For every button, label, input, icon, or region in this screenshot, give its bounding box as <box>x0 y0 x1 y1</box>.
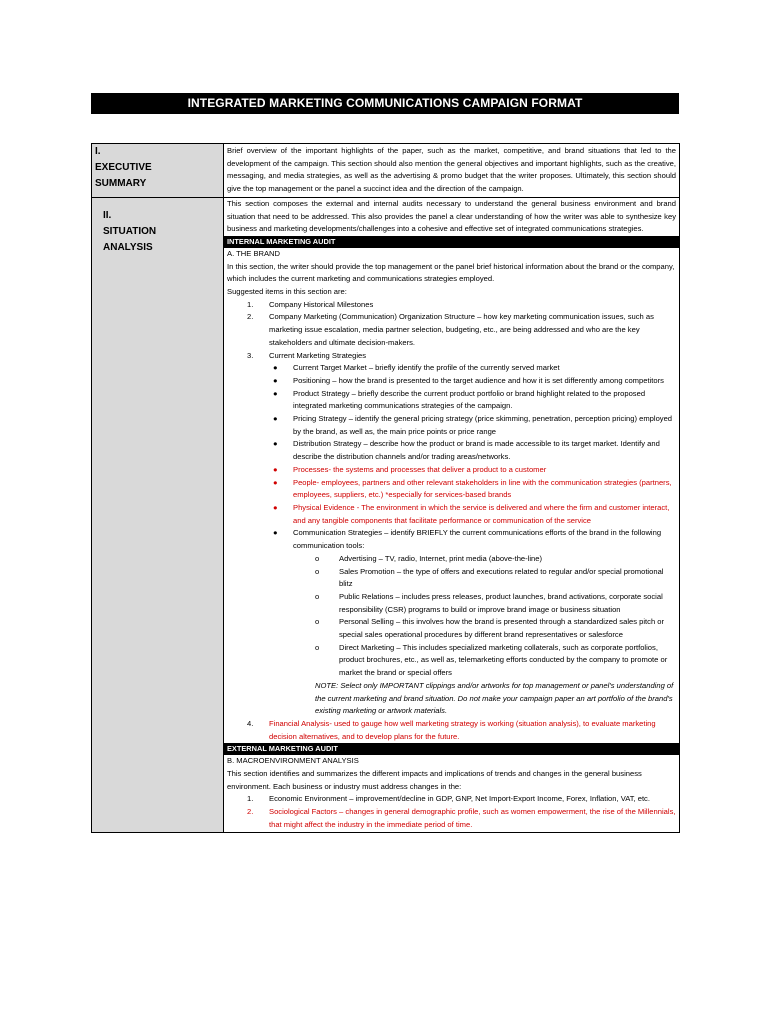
bullet-item <box>227 413 676 438</box>
bullet-dot-icon: ● <box>273 363 278 373</box>
bullet-dot-icon: ● <box>273 528 278 538</box>
circle-o-icon: o <box>315 642 320 652</box>
list-item <box>227 311 676 349</box>
bullet-item <box>227 388 676 413</box>
bullet-dot-icon: ● <box>273 439 278 449</box>
list-number: 4. <box>247 718 254 728</box>
list-number: 2. <box>247 807 254 817</box>
internal-audit-header: INTERNAL MARKETING AUDIT <box>224 236 679 248</box>
bullet-text: Pricing Strategy – identify the general pricing strategy (price skimming, penetration, perception pricing) employed by the brand, as well as, the main price points or price range <box>293 414 673 436</box>
macro-heading: B. MACROENVIRONMENT ANALYSIS <box>227 756 359 766</box>
list-item-text: Current Marketing Strategies <box>269 350 367 360</box>
list-item <box>227 718 676 743</box>
executive-summary-text: Brief overview of the important highlights of the paper, such as the market, competitive, and brand situations that led to the development of the campaign. This section should also mention the general objectives and important highlights, such as the creative, messaging, and media strategies, as well as the advertising & promo budget that the writer proposes. Ultimately, this section should give the top management or the panel a succinct idea and the direction of the campaign. <box>224 144 680 198</box>
bullet-dot-icon: ● <box>273 414 278 424</box>
bullet-dot-icon: ● <box>273 375 278 385</box>
bullet-item <box>227 527 676 552</box>
list-item <box>227 350 676 363</box>
document-title: INTEGRATED MARKETING COMMUNICATIONS CAMPAIGN FORMAT <box>91 93 679 114</box>
artwork-note: NOTE: Select only IMPORTANT clippings and/or artworks for top management or panel's understanding of the current marketing and brand situation. Do not make your campaign paper an art portfolio of the brand's existing marketing or artwork materials. <box>315 680 674 716</box>
section-number: I. <box>95 146 101 157</box>
bullet-text: Physical Evidence - The environment in which the service is delivered and where the firm and customer interact, and any tangible components that facilitate performance or communication of the service <box>293 502 670 525</box>
sub-bullet-item <box>227 591 676 616</box>
situation-analysis-content <box>224 197 680 832</box>
list-item <box>227 806 676 831</box>
bullet-dot-icon: ● <box>273 477 278 487</box>
circle-o-icon: o <box>315 566 320 576</box>
bullet-text: Communication Strategies – identify BRIEFLY the current communications efforts of the brand in the following communication tools: <box>293 528 662 551</box>
bullet-text: Distribution Strategy – describe how the product or brand is made accessible to its target market. Identify and describe the distribution channels and/or trading areas/networks. <box>293 439 660 462</box>
list-item-text: Financial Analysis- used to gauge how well marketing strategy is working (situation analysis), to evaluate marketing decision alternatives, and to develop plans for the future. <box>269 718 656 741</box>
bullet-text: Product Strategy – briefly describe the current product portfolio or brand highlight related to the proposed integrated marketing communications strategies of the campaign. <box>293 388 646 411</box>
brand-heading: A. THE BRAND <box>227 248 281 258</box>
sub-bullet-item <box>227 553 676 566</box>
bullet-item <box>227 375 676 388</box>
bullet-item <box>227 502 676 527</box>
bullet-text: Positioning – how the brand is presented to the target audience and how it is set differently among competitors <box>293 375 664 385</box>
external-audit-header: EXTERNAL MARKETING AUDIT <box>224 743 679 755</box>
section-title-line2: ANALYSIS <box>103 241 153 253</box>
list-item-text: Sociological Factors – changes in general demographic profile, such as women empowerment, the rise of the Millennials, that might affect the industry in the immediate period of time. <box>269 807 676 829</box>
list-item-text: Company Historical Milestones <box>269 299 374 309</box>
sub-bullet-text: Advertising – TV, radio, Internet, print media (above-the-line) <box>339 553 543 563</box>
bullet-item <box>227 438 676 463</box>
list-item-text: Company Marketing (Communication) Organization Structure – how key marketing communication issues, such as marketing issue escalation, media partner selection, budgeting, etc., are being addressed and who are the key stakeholders and ultimate decision-makers. <box>269 312 654 347</box>
executive-summary-row <box>92 144 680 198</box>
bullet-text: Current Target Market – briefly identify the profile of the currently served market <box>293 363 560 373</box>
situation-analysis-row <box>92 197 680 832</box>
list-number: 2. <box>247 312 254 322</box>
sub-bullet-item <box>227 616 676 641</box>
section-title-line1: EXECUTIVE <box>95 162 152 173</box>
suggested-items-label: Suggested items in this section are: <box>227 287 347 297</box>
sub-bullet-text: Direct Marketing – This includes specialized marketing collaterals, such as corporate portfolios, product brochures, etc., as well as, telemarketing efforts conducted by the company to promote or market the brand or special offers <box>339 642 668 678</box>
bullet-item <box>227 464 676 477</box>
list-item <box>227 793 676 806</box>
bullet-dot-icon: ● <box>273 464 278 474</box>
list-item <box>227 299 676 312</box>
bullet-text: Processes- the systems and processes that deliver a product to a customer <box>293 464 547 474</box>
section-title-line2: SUMMARY <box>95 178 147 189</box>
situation-analysis-label <box>92 197 224 832</box>
section-number: II. <box>103 209 112 221</box>
macro-text: This section identifies and summarizes the different impacts and implications of trends and changes in the general business environment. Each business or industry must address changes in the: <box>227 769 642 791</box>
list-number: 3. <box>247 350 254 360</box>
circle-o-icon: o <box>315 553 320 563</box>
sub-bullet-text: Sales Promotion – the type of offers and executions related to regular and/or special promotional blitz <box>339 566 664 589</box>
bullet-item <box>227 362 676 375</box>
sub-bullet-text: Personal Selling – this involves how the brand is presented through a standardized sales pitch or special sales operational procedures by different brand representatives or salesforce <box>339 617 665 640</box>
list-number: 1. <box>247 794 254 804</box>
campaign-format-table <box>91 143 680 833</box>
section-title-line1: SITUATION <box>103 225 157 237</box>
bullet-item <box>227 477 676 502</box>
bullet-dot-icon: ● <box>273 502 278 512</box>
list-item-text: Economic Environment – improvement/decline in GDP, GNP, Net Import-Export Income, Forex, Inflation, VAT, etc. <box>269 794 650 804</box>
brand-text: In this section, the writer should provide the top management or the panel brief historical information about the brand or the company, which includes the current marketing and communications strategies employed. <box>227 261 675 284</box>
sub-bullet-item <box>227 566 676 591</box>
executive-summary-label <box>92 144 224 198</box>
bullet-text: People- employees, partners and other relevant stakeholders in line with the communication strategies (partners, employees, suppliers, etc.) *especially for services-based brands <box>293 477 672 500</box>
circle-o-icon: o <box>315 617 320 627</box>
sub-bullet-text: Public Relations – includes press releases, product launches, brand activations, corporate social responsibility (CSR) programs to build or improve brand image or business situation <box>339 591 663 614</box>
list-number: 1. <box>247 299 254 309</box>
sub-bullet-item <box>227 642 676 680</box>
circle-o-icon: o <box>315 591 320 601</box>
bullet-dot-icon: ● <box>273 388 278 398</box>
situation-intro: This section composes the external and internal audits necessary to understand the general business environment and brand situation that need to be addressed. This also provides the panel a clear understanding of how the writer was able to synthesize key business and marketing developments/challenges into a cohesive and effective set of integrated communications strategies. <box>227 198 676 234</box>
